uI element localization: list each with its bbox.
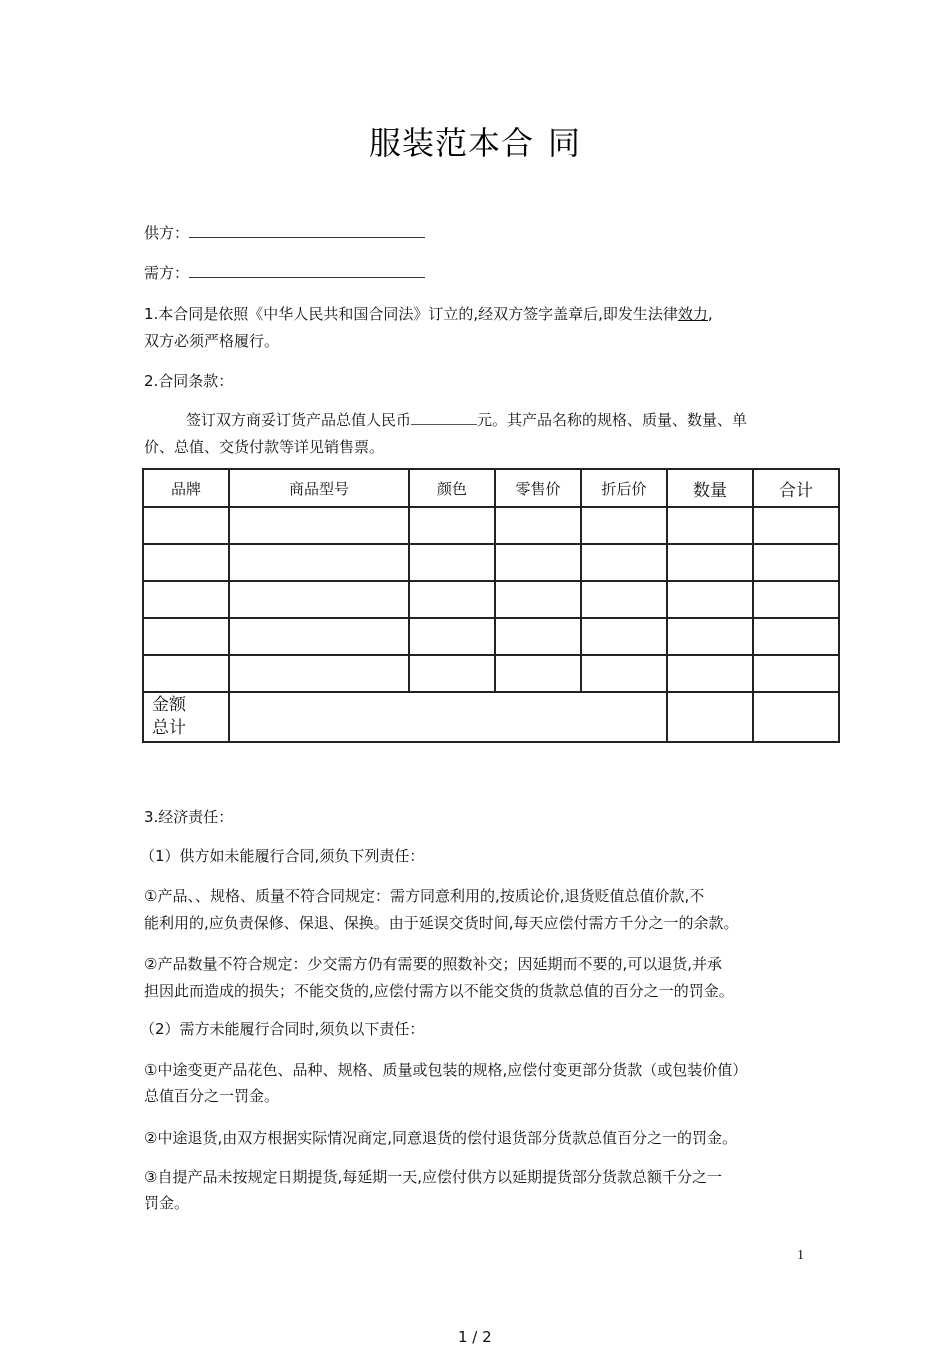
table-row — [143, 618, 839, 655]
supplier-label: 供方： — [144, 224, 190, 242]
cell[interactable] — [753, 655, 839, 692]
cell[interactable] — [229, 581, 409, 618]
clause1-text: 1.本合同是依照《中华人民共和国合同法》订立的,经双方签字盖章后,即发生法律 — [144, 305, 678, 323]
title-text-part2: 同 — [548, 124, 582, 162]
header-brand: 品牌 — [143, 469, 229, 507]
cell[interactable] — [495, 618, 581, 655]
clause1-line2: 双方必须严格履行。 — [144, 332, 280, 350]
cell[interactable] — [409, 507, 495, 544]
clause3-sub2-item3-line2: 罚金。 — [144, 1194, 190, 1212]
header-subtotal: 合计 — [753, 469, 839, 507]
cell[interactable] — [143, 544, 229, 581]
clause3-heading: 3.经济责任： — [144, 808, 234, 826]
header-retail-price: 零售价 — [495, 469, 581, 507]
total-amount-cell[interactable] — [229, 692, 667, 742]
clause2-heading: 2.合同条款： — [144, 372, 234, 390]
cell[interactable] — [667, 655, 753, 692]
cell[interactable] — [667, 544, 753, 581]
clause3-sub1-item2-line1: ②产品数量不符合规定：少交需方仍有需要的照数补交；因延期而不要的,可以退货,并承 — [144, 955, 722, 973]
table-row — [143, 581, 839, 618]
table-row — [143, 544, 839, 581]
clause3-sub1-item1-line1: ①产品、、规格、质量不符合同规定：需方同意利用的,按质论价,退货贬值总值价款,不 — [144, 887, 705, 905]
clause1-underlined-text: 效力 — [677, 305, 708, 323]
table-header-row — [143, 469, 839, 507]
supplier-field — [144, 222, 425, 243]
header-quantity: 数量 — [667, 469, 753, 507]
buyer-blank-line[interactable] — [189, 263, 425, 278]
cell[interactable] — [581, 544, 667, 581]
document-title — [0, 118, 950, 164]
header-discount-price: 折后价 — [581, 469, 667, 507]
cell[interactable] — [495, 507, 581, 544]
cell[interactable] — [667, 618, 753, 655]
cell[interactable] — [143, 618, 229, 655]
order-table — [142, 468, 840, 743]
cell[interactable] — [229, 618, 409, 655]
cell[interactable] — [581, 655, 667, 692]
table-row — [143, 507, 839, 544]
clause3-sub2-item3-line1: ③自提产品未按规定日期提货,每延期一天,应偿付供方以延期提货部分货款总额千分之一 — [144, 1168, 722, 1186]
clause2-text-pre: 签订双方商妥订货产品总值人民币 — [186, 411, 412, 429]
clause3-sub1-heading: （1）供方如未能履行合同,须负下列责任： — [140, 847, 425, 865]
cell[interactable] — [143, 655, 229, 692]
clause1-line1 — [144, 303, 713, 324]
cell[interactable] — [229, 507, 409, 544]
buyer-field — [144, 262, 425, 283]
cell[interactable] — [495, 581, 581, 618]
cell[interactable] — [753, 507, 839, 544]
total-label-line2: 总计 — [152, 718, 186, 738]
supplier-blank-line[interactable] — [189, 223, 425, 238]
clause3-sub1-item2-line2: 担因此而造成的损失；不能交货的,应偿付需方以不能交货的货款总值的百分之一的罚金。 — [144, 982, 734, 1000]
cell[interactable] — [581, 581, 667, 618]
clause2-text-post: 元。其产品名称的规格、质量、数量、单 — [477, 411, 748, 429]
buyer-label: 需方： — [144, 264, 190, 282]
clause3-sub2-item1-line2: 总值百分之一罚金。 — [144, 1087, 280, 1105]
cell[interactable] — [753, 544, 839, 581]
table-row — [143, 655, 839, 692]
cell[interactable] — [409, 544, 495, 581]
page-number: 1 — [797, 1248, 804, 1263]
total-label-line1: 金额 — [152, 695, 186, 715]
pager-indicator: 1 / 2 — [458, 1328, 492, 1346]
clause3-sub1-item1-line2: 能利用的,应负责保修、保退、保换。由于延误交货时间,每天应偿付需方千分之一的余款。 — [144, 914, 739, 932]
cell[interactable] — [667, 507, 753, 544]
total-quantity-cell[interactable] — [667, 692, 753, 742]
clause3-sub2-item2: ②中途退货,由双方根据实际情况商定,同意退货的偿付退货部分货款总值百分之一的罚金。 — [144, 1129, 737, 1147]
cell[interactable] — [581, 618, 667, 655]
title-text-part1: 服装范本合 — [368, 124, 534, 162]
cell[interactable] — [495, 544, 581, 581]
total-sum-cell[interactable] — [753, 692, 839, 742]
clause1-punct: , — [707, 305, 713, 323]
cell[interactable] — [753, 618, 839, 655]
amount-blank-line[interactable] — [411, 410, 477, 425]
cell[interactable] — [409, 618, 495, 655]
total-label — [143, 692, 229, 742]
cell[interactable] — [143, 507, 229, 544]
cell[interactable] — [667, 581, 753, 618]
cell[interactable] — [409, 581, 495, 618]
cell[interactable] — [143, 581, 229, 618]
cell[interactable] — [409, 655, 495, 692]
header-model: 商品型号 — [229, 469, 409, 507]
cell[interactable] — [229, 544, 409, 581]
cell[interactable] — [495, 655, 581, 692]
clause3-sub2-heading: （2）需方未能履行合同时,须负以下责任： — [140, 1020, 425, 1038]
header-color: 颜色 — [409, 469, 495, 507]
cell[interactable] — [229, 655, 409, 692]
clause3-sub2-item1-line1: ①中途变更产品花色、品种、规格、质量或包装的规格,应偿付变更部分货款（或包装价值） — [144, 1061, 748, 1079]
clause2-para-line2: 价、总值、交货付款等详见销售票。 — [144, 438, 385, 456]
cell[interactable] — [581, 507, 667, 544]
clause2-para-line1 — [186, 409, 747, 430]
cell[interactable] — [753, 581, 839, 618]
table-total-row — [143, 692, 839, 742]
